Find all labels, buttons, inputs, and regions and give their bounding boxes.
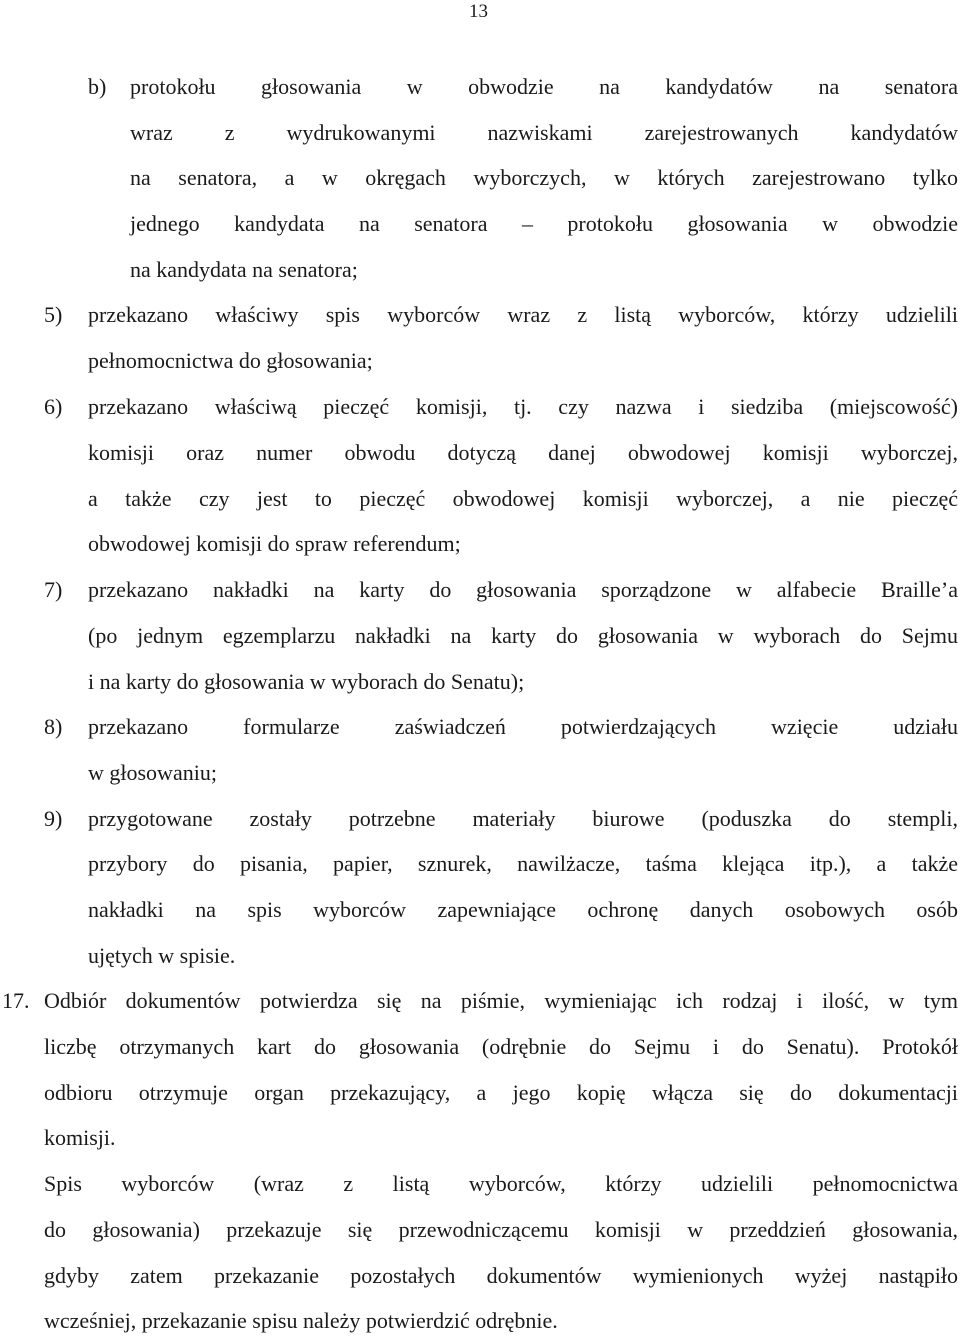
paragraph-2-line-2: do głosowania) przekazuje się przewodniczącemu komisji w przeddzień głosowania,	[44, 1217, 958, 1242]
item-7-line-3: i na karty do głosowania w wyborach do Senatu);	[88, 669, 525, 694]
paragraph-2-line-4: wcześniej, przekazanie spisu należy potwierdzić odrębnie.	[44, 1308, 558, 1333]
item-b-line-4: jednego kandydata na senatora – protokołu głosowania w obwodzie	[130, 211, 958, 236]
item-9-line-3: nakładki na spis wyborców zapewniające ochronę danych osobowych osób	[88, 897, 958, 922]
item-7-line-1: przekazano nakładki na karty do głosowania sporządzone w alfabecie Braille’a	[88, 577, 958, 602]
item-7-line-2: (po jednym egzemplarzu nakładki na karty do głosowania w wyborach do Sejmu	[88, 623, 958, 648]
item-6-marker: 6)	[44, 394, 63, 419]
section-17-line-2: liczbę otrzymanych kart do głosowania (odrębnie do Sejmu i do Senatu). Protokół	[44, 1034, 958, 1059]
item-8-line-1: przekazano formularze zaświadczeń potwierdzających wzięcie udziału	[88, 714, 958, 739]
item-8-marker: 8)	[44, 714, 63, 739]
item-b-marker: b)	[88, 74, 107, 99]
item-6-line-1: przekazano właściwą pieczęć komisji, tj. czy nazwa i siedziba (miejscowość)	[88, 394, 958, 419]
item-5-line-2: pełnomocnictwa do głosowania;	[88, 348, 373, 373]
section-17-line-1: Odbiór dokumentów potwierdza się na piśmie, wymieniając ich rodzaj i ilość, w tym	[44, 988, 958, 1013]
section-17-line-3: odbioru otrzymuje organ przekazujący, a jego kopię włącza się do dokumentacji	[44, 1080, 958, 1105]
item-6-line-3: a także czy jest to pieczęć obwodowej komisji wyborczej, a nie pieczęć	[88, 486, 958, 511]
item-9-line-1: przygotowane zostały potrzebne materiały biurowe (poduszka do stempli,	[88, 806, 958, 831]
item-b-line-3: na senatora, a w okręgach wyborczych, w których zarejestrowano tylko	[130, 165, 958, 190]
item-9-line-4: ujętych w spisie.	[88, 943, 236, 968]
paragraph-2-line-3: gdyby zatem przekazanie pozostałych dokumentów wymienionych wyżej nastąpiło	[44, 1263, 958, 1288]
item-5-marker: 5)	[44, 302, 63, 327]
item-b-line-1: protokołu głosowania w obwodzie na kandydatów na senatora	[130, 74, 958, 99]
section-17-line-4: komisji.	[44, 1125, 116, 1150]
item-b-line-2: wraz z wydrukowanymi nazwiskami zarejestrowanych kandydatów	[130, 120, 958, 145]
item-7-marker: 7)	[44, 577, 63, 602]
page-number: 13	[469, 1, 488, 22]
item-8-line-2: w głosowaniu;	[88, 760, 217, 785]
item-9-marker: 9)	[44, 806, 63, 831]
item-6-line-2: komisji oraz numer obwodu dotyczą danej obwodowej komisji wyborczej,	[88, 440, 958, 465]
item-b-line-5: na kandydata na senatora;	[130, 257, 358, 282]
item-9-line-2: przybory do pisania, papier, sznurek, nawilżacze, taśma klejąca itp.), a także	[88, 851, 958, 876]
section-17-marker: 17.	[2, 988, 30, 1013]
item-5-line-1: przekazano właściwy spis wyborców wraz z listą wyborców, którzy udzielili	[88, 302, 958, 327]
item-6-line-4: obwodowej komisji do spraw referendum;	[88, 531, 461, 556]
paragraph-2-line-1: Spis wyborców (wraz z listą wyborców, którzy udzielili pełnomocnictwa	[44, 1171, 958, 1196]
